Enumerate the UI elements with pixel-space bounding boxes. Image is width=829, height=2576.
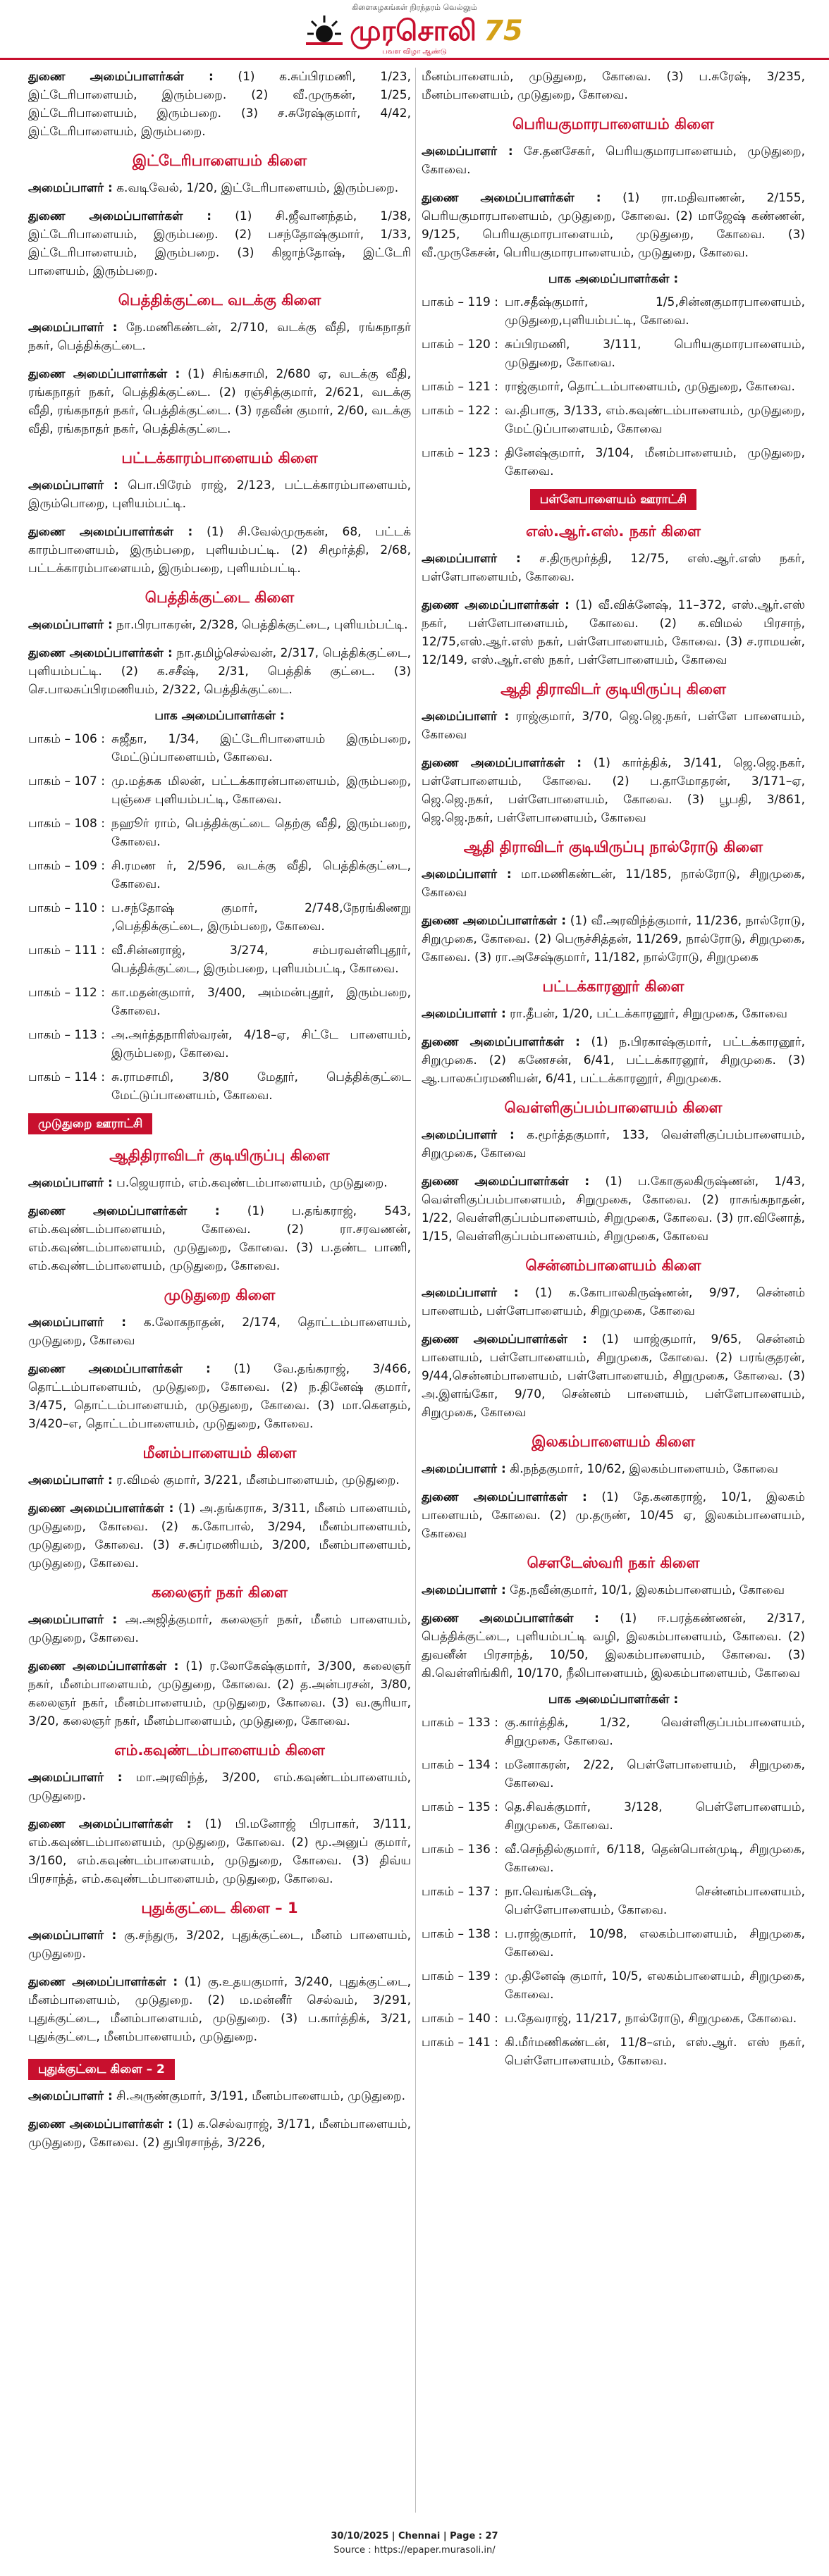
booth-details: கி.மீர்மணிகண்டன், 11/8–எம், எஸ்.ஆர். எஸ் நகர், பெள்ளேபாளையம், கோவை. — [505, 2036, 805, 2068]
booth-number: பாகம் – 134 : — [422, 1758, 498, 1772]
booth-details: தினேஷ்குமார், 3/104, மீனம்பாளையம், முடுதுறை, கோவை. — [505, 446, 805, 478]
booth-entry — [422, 1967, 805, 2004]
role-paragraph — [28, 523, 411, 578]
role-paragraph — [28, 2087, 411, 2105]
subheading: பாக அமைப்பாளர்கள் : — [548, 272, 679, 286]
section-heading: இலகம்பாளையம் கிளை — [532, 1433, 695, 1450]
role-paragraph — [28, 318, 411, 355]
booth-number: பாகம் – 112 : — [28, 986, 105, 1000]
role-names: (1) சி.ஜீவானந்தம், 1/38, இட்டேரிபாளையம், இரும்பறை. (2) பசந்தோஷ்குமார், 1/33, இட்டேரிபாளையம், இரும்பறை. (3) கிஜாந்தோஷ், இட்டேரி பாளையம், இரும்பறை. — [28, 209, 411, 278]
role-label: துணை அமைப்பாளர்கள் : — [28, 70, 214, 84]
booth-details: பா.சதீஷ்குமார், 1/5,சின்னகுமாரபாளையம், முடுதுறை,புளியம்பட்டி, கோவை. — [505, 295, 805, 328]
booth-number: பாகம் – 135 : — [422, 1800, 498, 1814]
role-label: துணை அமைப்பாளர்கள் : — [28, 1204, 220, 1218]
role-paragraph — [28, 1769, 411, 1805]
booth-entry — [422, 444, 805, 481]
booth-entry — [422, 1756, 805, 1792]
booth-number: பாகம் – 139 : — [422, 1969, 498, 1983]
role-paragraph — [28, 1313, 411, 1350]
role-names: (1) கு.உதயகுமார், 3/240, புதுக்குட்டை, மீனம்பாளையம், முடுதுறை. (2) ம.மன்னீர் செல்வம், 3/291, புதுக்குட்டை, மீனம்பாளையம், முடுதுறை. (3) ப.கார்த்திக், 3/21, புதுக்குட்டை, மீனம்பாளையம், முடுதுறை. — [28, 1975, 411, 2044]
booth-number: பாகம் – 136 : — [422, 1843, 498, 1857]
role-label: அமைப்பாளர் : — [28, 1928, 117, 1943]
booth-entry — [422, 1714, 805, 1750]
role-names: ரா.தீபன், 1/20, பட்டக்காரனூர், சிறுமுகை, கோவை — [505, 1007, 787, 1021]
role-paragraph — [422, 1172, 805, 1246]
role-label: துணை அமைப்பாளர்கள் : — [422, 598, 570, 612]
role-names: ராஜ்குமார், 3/70, ஜெ.ஜெ.நகர், பள்ளே பாளையம், கோவை — [422, 710, 805, 742]
section-heading: கலைஞர் நகர் கிளை — [152, 1584, 288, 1601]
booth-entry — [28, 815, 411, 851]
role-label: அமைப்பாளர் : — [28, 2089, 113, 2103]
section-heading: ஆதி திராவிடர் குடியிருப்பு கிளை — [501, 681, 726, 698]
booth-entry — [28, 772, 411, 809]
page-footer — [0, 2529, 829, 2558]
role-label: துணை அமைப்பாளர்கள் : — [28, 646, 173, 660]
role-names: (1) ப.கோகுலகிருஷ்ணன், 1/43, வெள்ளிகுப்பம்பாளையம், சிறுமுகை, கோவை. (2) ராசுங்கநாதன், 1/22, வெள்ளிகுப்பம்பாளையம், சிறுமுகை, கோவை. (3) ரா.வினோத், 1/15, வெள்ளிகுப்பம்பாளையம், சிறுமுகை, கோவை — [422, 1175, 805, 1244]
role-paragraph — [422, 1033, 805, 1088]
section-heading: சென்னம்பாளையம் கிளை — [525, 1257, 701, 1274]
booth-number: பாகம் – 113 : — [28, 1028, 105, 1042]
role-paragraph — [28, 1360, 411, 1433]
booth-number: பாகம் – 119 : — [422, 295, 498, 309]
section-heading: எம்.கவுண்டம்பாளையம் கிளை — [114, 1742, 325, 1759]
role-label: அமைப்பாளர் : — [422, 144, 513, 159]
booth-entry — [422, 335, 805, 372]
role-paragraph — [28, 2115, 411, 2152]
role-paragraph — [422, 189, 805, 262]
role-label: துணை அமைப்பாளர்கள் : — [28, 2117, 173, 2131]
role-label: துணை அமைப்பாளர்கள் : — [422, 1332, 587, 1346]
booth-number: பாகம் – 106 : — [28, 732, 105, 746]
role-label: அமைப்பாளர் : — [422, 1462, 506, 1476]
role-names: கி.நந்தகுமார், 10/62, இலகம்பாளையம், கோவை — [505, 1462, 778, 1476]
role-label: அமைப்பாளர் : — [28, 618, 113, 632]
anniversary-mark: 75 — [484, 15, 523, 47]
subheading: பாக அமைப்பாளர்கள் : — [548, 1692, 679, 1707]
role-paragraph — [422, 1005, 805, 1023]
booth-details: கு.கார்த்திக், 1/32, வெள்ளிகுப்பம்பாளையம், சிறுமுகை, கோவை. — [505, 1716, 805, 1748]
role-names: நே.மணிகண்டன், 2/710, வடக்கு வீதி, ரங்கநாதர் நகர், பெத்திக்குட்டை. — [28, 321, 411, 353]
booth-details: அ.அர்த்தநாரிஸ்வரன், 4/18–ஏ, சிட்டே பாளையம், இரும்பறை, கோவை. — [111, 1028, 411, 1060]
role-paragraph — [422, 1330, 805, 1422]
role-paragraph — [422, 68, 805, 104]
role-label: துணை அமைப்பாளர்கள் : — [422, 756, 582, 770]
section-heading: பட்டக்காரனூர் கிளை — [542, 978, 684, 995]
role-label: துணை அமைப்பாளர்கள் : — [422, 1611, 599, 1626]
role-names: (1) சிங்கசாமி, 2/680 ஏ, வடக்கு வீதி, ரங்கநாதர் நகர், பெத்திக்குட்டை. (2) ரஞ்சித்குமார், 2/621, வடக்கு வீதி, ரங்கநாதர் நகர், பெத்திக்குட்டை. (3) ரதவீன் குமார், 2/60, வடக்கு வீதி, ரங்கநாதர் நகர், பெத்திக்குட்டை. — [28, 367, 411, 436]
booth-entry — [28, 1026, 411, 1063]
booth-number: பாகம் – 109 : — [28, 859, 105, 873]
booth-details: கா.மதன்குமார், 3/400, அம்மன்புதூர், இரும்பறை, கோவை. — [111, 986, 411, 1018]
role-paragraph — [422, 1126, 805, 1163]
role-label: அமைப்பாளர் : — [422, 710, 510, 724]
role-names: தே.நவீன்குமார், 10/1, இலகம்பாளையம், கோவை — [505, 1583, 785, 1597]
booth-number: பாகம் – 108 : — [28, 817, 105, 831]
booth-details: சி.ரமண ர், 2/596, வடக்கு வீதி, பெத்திக்குட்டை, கோவை. — [111, 859, 411, 891]
booth-entry — [422, 1883, 805, 1919]
role-paragraph — [28, 1973, 411, 2046]
role-label: அமைப்பாளர் : — [422, 867, 512, 881]
section-heading: ஆதிதிராவிடர் குடியிருப்பு கிளை — [109, 1147, 330, 1164]
role-names: (1) வீ.அரவிந்த்குமார், 11/236, நால்ரோடு, சிறுமுகை, கோவை. (2) பெருச்சித்தன், 11/269, நால்ரோடு, சிறுமுகை, கோவை. (3) ரா.அசேஷ்குமார், 11/182, நால்ரோடு, சிறுமுகை — [422, 914, 805, 965]
booth-details: மனோகரன், 2/22, பெள்ளேபாளையம், சிறுமுகை, கோவை. — [505, 1758, 805, 1790]
role-paragraph — [422, 596, 805, 669]
role-names: ச.திருமூர்த்தி, 12/75, எஸ்.ஆர்.எஸ் நகர், பள்ளேபாளையம், கோவை. — [422, 552, 805, 584]
role-label: துணை அமைப்பாளர்கள் : — [28, 1975, 178, 1989]
booth-entry — [422, 2033, 805, 2070]
role-paragraph — [28, 179, 411, 197]
right-column — [422, 68, 805, 2520]
union-banner — [28, 2056, 411, 2087]
union-banner — [28, 1110, 411, 1141]
role-paragraph — [28, 1499, 411, 1573]
booth-entry — [422, 1840, 805, 1877]
booth-number: பாகம் – 121 : — [422, 380, 498, 394]
role-names: அ.அஜித்குமார், கலைஞர் நகர், மீனம் பாளையம், முடுதுறை, கோவை. — [28, 1613, 411, 1645]
role-label: அமைப்பாளர் : — [422, 1007, 506, 1021]
booth-details: மு.மத்சுக மிலன், பட்டக்காரன்பாளையம், இரும்பறை, புஞ்சை புளியம்பட்டி, கோவை. — [111, 774, 411, 807]
booth-entry — [422, 1798, 805, 1835]
section-heading: புதுக்குட்டை கிளை – 1 — [141, 1900, 298, 1916]
booth-entry — [422, 378, 805, 396]
role-label: அமைப்பாளர் : — [28, 478, 118, 493]
role-paragraph — [28, 207, 411, 280]
union-banner-label: புதுக்குட்டை கிளை – 2 — [28, 2059, 175, 2080]
role-paragraph — [422, 1460, 805, 1478]
booth-entry — [28, 984, 411, 1020]
role-label: அமைப்பாளர் : — [28, 1613, 118, 1627]
role-names: கு.சந்துரு, 3/202, புதுக்குட்டை, மீனம் பாளையம், முடுதுறை. — [28, 1928, 411, 1961]
role-label: அமைப்பாளர் : — [28, 181, 113, 195]
booth-entry — [28, 899, 411, 936]
role-label: அமைப்பாளர் : — [422, 1128, 515, 1142]
role-names: க.வடிவேல், 1/20, இட்டேரிபாளையம், இரும்பறை. — [112, 181, 399, 195]
role-label: துணை அமைப்பாளர்கள் : — [28, 1362, 211, 1376]
section-heading: பெத்திக்குட்டை கிளை — [145, 589, 295, 606]
booth-number: பாகம் – 141 : — [422, 2036, 498, 2050]
booth-entry — [422, 2010, 805, 2028]
left-column — [28, 68, 411, 2520]
role-label: அமைப்பாளர் : — [28, 1771, 123, 1785]
role-label: அமைப்பாளர் : — [422, 1583, 506, 1597]
role-paragraph — [28, 1926, 411, 1963]
role-names: (1) க.கோபாலகிருஷ்ணன், 9/97, சென்னம் பாளையம், பள்ளேபாளையம், சிறுமுகை, கோவை — [422, 1286, 805, 1318]
section-heading: ஆதி திராவிடர் குடியிருப்பு நால்ரோடு கிளை — [463, 838, 763, 855]
role-paragraph — [422, 754, 805, 827]
logo-text: முரசொலி — [350, 15, 477, 47]
role-paragraph — [28, 616, 411, 634]
booth-number: பாகம் – 107 : — [28, 774, 105, 788]
role-paragraph — [422, 1609, 805, 1683]
section-heading: பெத்திக்குட்டை வடக்கு கிளை — [118, 292, 321, 309]
booth-details: சுப்பிரமணி, 3/111, பெரியகுமாரபாளையம், முடுதுறை, கோவை. — [505, 338, 805, 370]
role-label: துணை அமைப்பாளர்கள் : — [422, 191, 601, 205]
role-names: நா.பிரபாகரன், 2/328, பெத்திக்குட்டை, புளியம்பட்டி. — [112, 618, 408, 632]
role-names: (1) வீ.விக்னேஷ், 11–372, எஸ்.ஆர்.எஸ் நகர், பள்ளேபாளையம், கோவை. (2) க.விமல் பிரசாந், 12/75,எஸ்.ஆர்.எஸ் நகர், பள்ளேபாளையம், கோவை. (3) ச.ராமயன், 12/149, எஸ்.ஆர்.எஸ் நகர், பள்ளேபாளையம், கோவை — [422, 598, 805, 667]
role-names: (1) ரா.மதிவாணன், 2/155, பெரியகுமாரபாளையம், முடுதுறை, கோவை. (2) மாஜேஷ் கண்ணன், 9/125, பெரியகுமாரபாளையம், முடுதுறை, கோவை. (3) வீ.முருகேசன், பெரியகுமாரபாளையம், முடுதுறை, கோவை. — [422, 191, 805, 260]
role-names: (1) சி.வேல்முருகன், 68, பட்டக் காரம்பாளையம், இரும்பறை, புளியம்பட்டி. (2) சிமூர்த்தி, 2/68, பட்டக்காரம்பாளையம், இரும்பறை, புளியம்பட்டி. — [28, 525, 411, 576]
booth-details: வீ.செந்தில்குமார், 6/118, தென்பொன்முடி, சிறுமுகை, கோவை. — [505, 1843, 805, 1875]
role-paragraph — [422, 142, 805, 179]
booth-entry — [28, 857, 411, 893]
union-banner-label: முடுதுறை ஊராட்சி — [28, 1113, 152, 1134]
booth-details: வீ.சின்னராஜ், 3/274, சம்பரவள்ளிபுதூர், பெத்திக்குட்டை, இரும்பறை, புளியம்பட்டி, கோவை. — [111, 943, 411, 976]
booth-details: நா.வெங்கடேஷ், சென்னம்பாளையம், பெள்ளேபாளையம், கோவை. — [505, 1885, 805, 1917]
role-names: (1) க.சுப்பிரமணி, 1/23, இட்டேரிபாளையம், இரும்பறை. (2) வீ.முருகன், 1/25, இட்டேரிபாளையம், இரும்பறை. (3) ச.சுரேஷ்குமார், 4/42, இட்டேரிபாளையம், இரும்பறை. — [28, 70, 411, 139]
masthead — [0, 0, 829, 60]
booth-details: நஹூர் ராம், பெத்திக்குட்டை தெற்கு வீதி, இரும்பறை, கோவை. — [111, 817, 411, 849]
role-paragraph — [422, 1488, 805, 1543]
booth-details: தெ.சிவக்குமார், 3/128, பெள்ளேபாளையம், சிறுமுகை, கோவை. — [505, 1800, 805, 1833]
role-names: (1) ப.தங்கராஜ், 543, எம்.கவுண்டம்பாளையம், கோவை. (2) ரா.சரவணன், எம்.கவுண்டம்பாளையம், முடுதுறை, கோவை. (3) ப.தண்ட பாணி, எம்.கவுண்டம்பாளையம், முடுதுறை, கோவை. — [28, 1204, 411, 1273]
role-names: சே.தனசேகர், பெரியகுமாரபாளையம், முடுதுறை, கோவை. — [422, 144, 805, 177]
booth-entry — [28, 730, 411, 767]
role-label: துணை அமைப்பாளர்கள் : — [422, 1035, 580, 1049]
section-heading: பெரியகுமாரபாளையம் கிளை — [512, 116, 714, 132]
booth-details: மு.தினேஷ் குமார், 10/5, எலகம்பாளையம், சிறுமுகை, கோவை. — [505, 1969, 805, 2002]
role-paragraph — [422, 912, 805, 967]
role-paragraph — [28, 1815, 411, 1888]
role-names: நா.தமிழ்செல்வன், 2/317, பெத்திக்குட்டை, புளியம்பட்டி. (2) க.சசீஷ், 2/31, பெத்திக் குட்டை. (3) செ.பாலசுப்பிரமணியம், 2/322, பெத்திக்குட்டை. — [28, 646, 411, 697]
role-paragraph — [422, 707, 805, 744]
role-paragraph — [28, 68, 411, 141]
section-heading: முடுதுறை கிளை — [164, 1287, 276, 1304]
role-paragraph — [28, 1202, 411, 1275]
role-names: (1) ந.பிரகாஷ்குமார், பட்டக்காரனூர், சிறுமுகை. (2) கணேசன், 6/41, பட்டக்காரனூர், சிறுமுகை. (3) ஆ.பாலசுப்ரமணியன், 6/41, பட்டக்காரனூர், சிறுமுகை. — [422, 1035, 805, 1086]
role-paragraph — [422, 865, 805, 902]
role-label: அமைப்பாளர் : — [28, 1315, 127, 1330]
section-heading: பட்டக்காரம்பாளையம் கிளை — [121, 450, 318, 466]
role-paragraph — [422, 1284, 805, 1320]
role-names: (1) க.செல்வராஜ், 3/171, மீனம்பாளையம், முடுதுறை, கோவை. (2) துபிரசாந்த், 3/226, — [28, 2117, 411, 2150]
booth-number: பாகம் – 114 : — [28, 1070, 105, 1084]
booth-entry — [422, 293, 805, 330]
role-label: துணை அமைப்பாளர்கள் : — [28, 1501, 174, 1516]
role-paragraph — [28, 476, 411, 513]
rising-sun-emblem-icon — [306, 13, 343, 49]
subheading: பாக அமைப்பாளர்கள் : — [154, 709, 285, 723]
booth-details: சு.ராமசாமி, 3/80 மேதூர், பெத்திக்குட்டை மேட்டுப்பாளையம், கோவை. — [111, 1070, 411, 1103]
logo — [0, 13, 829, 49]
section-heading: எஸ்.ஆர்.எஸ். நகர் கிளை — [526, 523, 701, 540]
booth-entry — [28, 1068, 411, 1105]
booth-number: பாகம் – 140 : — [422, 2012, 498, 2026]
role-names: க.லோகநாதன், 2/174, தொட்டம்பாளையம், முடுதுறை, கோவை — [28, 1315, 411, 1348]
booth-details: வ.திபாகு, 3/133, எம்.கவுண்டம்பாளையம், முடுதுறை, மேட்டுப்பாளையம், கோவை — [505, 404, 805, 436]
booth-details: ப.ராஜ்குமார், 10/98, எலகம்பாளையம், சிறுமுகை, கோவை. — [505, 1927, 805, 1959]
role-names: மா.அரவிந்த், 3/200, எம்.கவுண்டம்பாளையம், முடுதுறை. — [28, 1771, 411, 1803]
booth-number: பாகம் – 120 : — [422, 338, 498, 352]
footer-source-line: Source : https://epaper.murasoli.in/ — [333, 2545, 496, 2556]
role-label: அமைப்பாளர் : — [28, 1473, 113, 1487]
role-names: (1) அ.தங்கராசு, 3/311, மீனம் பாளையம், முடுதுறை, கோவை. (2) க.கோபால், 3/294, மீனம்பாளையம், முடுதுறை, கோவை. (3) ச.சுப்ரமணியம், 3/200, மீனம்பாளையம், முடுதுறை, கோவை. — [28, 1501, 411, 1571]
role-names: (1) பி.மனோஜ் பிரபாகர், 3/111, எம்.கவுண்டம்பாளையம், முடுதுறை, கோவை. (2) மூ.அனுப் குமார், 3/160, எம்.கவுண்டம்பாளையம், முடுதுறை, கோவை. (3) திவ்ய பிரசாந்த், எம்.கவுண்டம்பாளையம், முடுதுறை, கோவை. — [28, 1817, 411, 1886]
role-label: அமைப்பாளர் : — [422, 1286, 519, 1300]
booth-number: பாகம் – 111 : — [28, 943, 105, 958]
role-label: துணை அமைப்பாளர்கள் : — [28, 1817, 192, 1831]
role-label: துணை அமைப்பாளர்கள் : — [28, 209, 212, 223]
masthead-subline: பவள விழா ஆண்டு — [382, 48, 447, 56]
role-names: (1) தே.கனகராஜ், 10/1, இலகம் பாளையம், கோவை. (2) மு.தருண், 10/45 ஏ, இலகம்பாளையம், கோவை — [422, 1490, 805, 1541]
role-names: (1) கார்த்திக், 3/141, ஜெ.ஜெ.நகர், பள்ளேபாளையம், கோவை. (2) ப.தாமோதரன், 3/171–ஏ, ஜெ.ஜெ.நகர், பள்ளேபாளையம், கோவை. (3) பூபதி, 3/861, ஜெ.ஜெ.நகர், பள்ளேபாளையம், கோவை — [422, 756, 805, 825]
booth-entry — [422, 402, 805, 438]
role-paragraph — [422, 1581, 805, 1599]
role-names: (1) வே.தங்கராஜ், 3/466, தொட்டம்பாளையம், முடுதுறை, கோவை. (2) ந.தினேஷ் குமார், 3/475, தொட்டம்பாளையம், முடுதுறை, கோவை. (3) மா.கௌதம், 3/420–எ, தொட்டம்பாளையம், முடுதுறை, கோவை. — [28, 1362, 411, 1431]
role-label: அமைப்பாளர் : — [28, 1176, 113, 1190]
union-banner-label: பள்ளேபாளையம் ஊராட்சி — [530, 489, 696, 510]
booth-number: பாகம் – 110 : — [28, 901, 105, 915]
role-label: அமைப்பாளர் : — [422, 552, 521, 566]
section-heading: வெள்ளிகுப்பம்பாளையம் கிளை — [504, 1099, 723, 1116]
role-names: (1) ஈ.பரத்கண்ணன், 2/317, பெத்திக்குட்டை, புளியம்பட்டி வழி, இலகம்பாளையம், கோவை. (2) துவனீன் பிரசாந்த், 10/50, இலகம்பாளையம், கோவை. (3) கி.வெள்ளிங்கிரி, 10/170, நீலிபாளையம், இலகம்பாளையம், கோவை — [422, 1611, 805, 1680]
role-names: பொ.பிரேம் ராஜ், 2/123, பட்டக்காரம்பாளையம், இரும்பொறை, புளியம்பட்டி. — [28, 478, 411, 511]
role-paragraph — [28, 365, 411, 438]
booth-details: சுஜீதா, 1/34, இட்டேரிபாளையம் இரும்பறை, மேட்டுப்பாளையம், கோவை. — [111, 732, 411, 764]
role-names: மா.மணிகண்டன், 11/185, நால்ரோடு, சிறுமுகை, கோவை — [422, 867, 805, 900]
booth-details: ப.சந்தோஷ் குமார், 2/748,நேரங்கிணறு ,பெத்திக்குட்டை, இரும்பறை, கோவை. — [111, 901, 411, 934]
section-heading: இட்டேரிபாளையம் கிளை — [132, 152, 307, 169]
role-names: (1) ர.லோகேஷ்குமார், 3/300, கலைஞர் நகர், மீனம்பாளையம், முடுதுறை, கோவை. (2) த.அன்பரசன், 3/80, கலைஞர் நகர், மீனம்பாளையம், முடுதுறை, கோவை. (3) வ.சூரியா, 3/20, கலைஞர் நகர், மீனம்பாளையம், முடுதுறை, கோவை. — [28, 1659, 411, 1728]
role-label: துணை அமைப்பாளர்கள் : — [422, 1175, 590, 1189]
role-names: ப.ஜெயராம், எம்.கவுண்டம்பாளையம், முடுதுறை. — [112, 1176, 388, 1190]
booth-entry — [28, 941, 411, 978]
role-names: சி.அருண்குமார், 3/191, மீனம்பாளையம், முடுதுறை. — [112, 2089, 406, 2103]
union-banner — [422, 486, 805, 517]
role-names: மீனம்பாளையம், முடுதுறை, கோவை. (3) ப.சுரேஷ், 3/235, மீனம்பாளையம், முடுதுறை, கோவை. — [422, 70, 805, 102]
section-heading: சௌடேஸ்வரி நகர் கிளை — [527, 1554, 700, 1571]
role-paragraph — [28, 1174, 411, 1192]
role-names: (1) யாஜ்குமார், 9/65, சென்னம் பாளையம், பள்ளேபாளையம், சிறுமுகை, கோவை. (2) பரங்குதரன், 9/44,சென்னம்பாளையம், பள்ளேபாளையம், சிறுமுகை, கோவை. (3) அ.இளங்கோ, 9/70, சென்னம் பாளையம், பள்ளேபாளையம், சிறுமுகை, கோவை — [422, 1332, 805, 1420]
booth-number: பாகம் – 138 : — [422, 1927, 498, 1941]
section-heading: மீனம்பாளையம் கிளை — [142, 1444, 297, 1461]
booth-number: பாகம் – 133 : — [422, 1716, 498, 1730]
role-paragraph — [28, 1471, 411, 1490]
role-names: க.மூர்த்தகுமார், 133, வெள்ளிகுப்பம்பாளையம், சிறுமுகை, கோவை — [422, 1128, 805, 1160]
role-paragraph — [28, 1657, 411, 1730]
role-paragraph — [422, 550, 805, 586]
role-names: ர.விமல் குமார், 3/221, மீனம்பாளையம், முடுதுறை. — [112, 1473, 400, 1487]
role-label: துணை அமைப்பாளர்கள் : — [28, 525, 193, 539]
role-label: துணை அமைப்பாளர்கள் : — [28, 367, 180, 381]
booth-number: பாகம் – 137 : — [422, 1885, 498, 1899]
role-label: துணை அமைப்பாளர்கள் : — [28, 1659, 179, 1673]
booth-entry — [422, 1925, 805, 1962]
booth-number: பாகம் – 123 : — [422, 446, 498, 460]
booth-details: ராஜ்குமார், தொட்டம்பாளையம், முடுதுறை, கோவை. — [505, 380, 795, 394]
masthead-tagline: கிளைகழகங்கள் நிரந்தரம் வெல்லும் — [352, 3, 477, 12]
role-paragraph — [28, 1611, 411, 1647]
booth-details: ப.தேவராஜ், 11/217, நால்ரோடு, சிறுமுகை, கோவை. — [505, 2012, 797, 2026]
footer-date-line: 30/10/2025 | Chennai | Page : 27 — [331, 2531, 498, 2541]
role-label: துணை அமைப்பாளர்கள் : — [422, 914, 567, 928]
role-paragraph — [28, 644, 411, 699]
role-label: அமைப்பாளர் : — [28, 321, 118, 335]
role-label: துணை அமைப்பாளர்கள் : — [422, 1490, 587, 1504]
booth-number: பாகம் – 122 : — [422, 404, 498, 418]
article-body — [0, 68, 829, 2520]
